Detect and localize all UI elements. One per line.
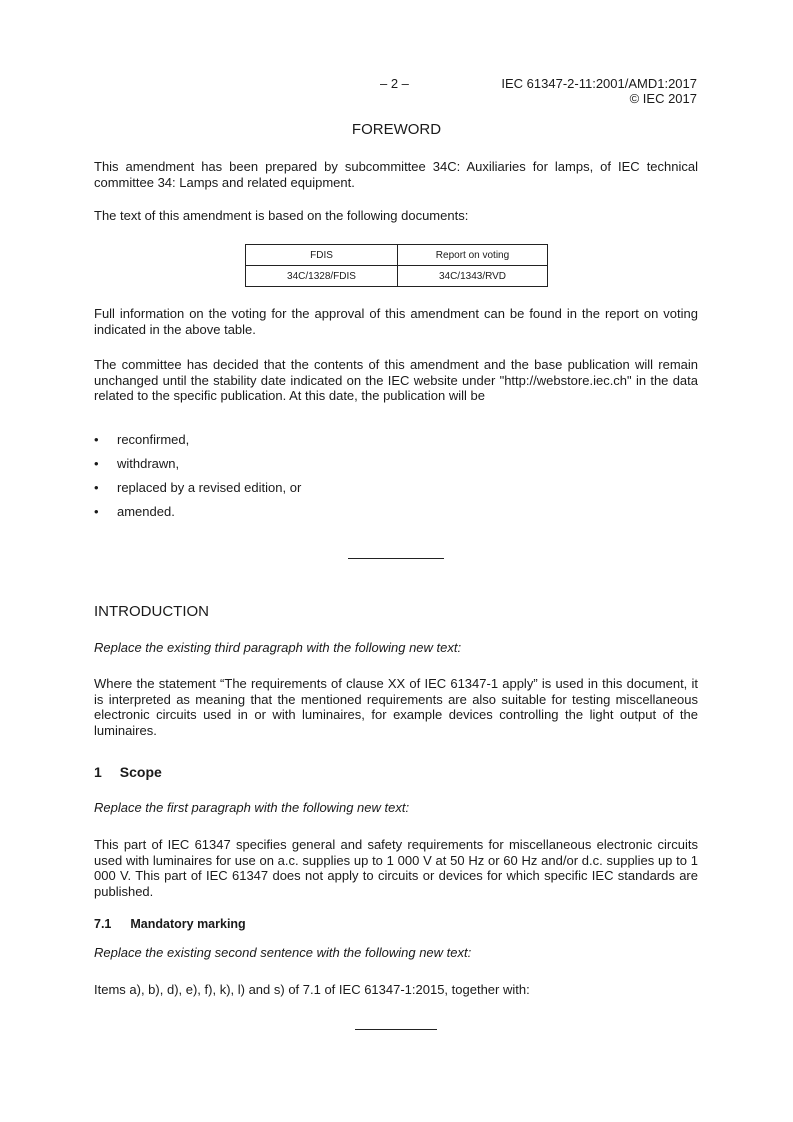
table-row [246, 266, 548, 287]
marking-heading [94, 917, 246, 931]
document-id: IEC 61347-2-11:2001/AMD1:2017 [501, 76, 697, 91]
bullet-icon: • [94, 504, 99, 519]
foreword-paragraph: The text of this amendment is based on the following documents: [94, 208, 469, 223]
scope-paragraph: This part of IEC 61347 specifies general and safety requirements for miscellaneous electronic circuits used with luminaires for use on a.c. supplies up to 1 000 V at 50 Hz or 60 Hz and/or d.c. supplies up to 1 000 V. This part of IEC 61347 does not apply to circuits or devices for which specific IEC standards are published. [94, 837, 698, 899]
foreword-title: FOREWORD [351, 121, 442, 138]
section-title: Scope [119, 764, 162, 780]
page-number: – 2 – [380, 76, 409, 91]
section-number: 1 [94, 764, 102, 780]
table-header-row [246, 245, 548, 266]
scope-heading [94, 764, 162, 780]
list-item: • reconfirmed, [94, 432, 190, 447]
table-cell: 34C/1328/FDIS [246, 266, 398, 287]
bullet-icon: • [94, 480, 99, 495]
section-number: 7.1 [94, 917, 112, 931]
documents-table [245, 244, 548, 287]
instruction-text: Replace the existing third paragraph with the following new text: [94, 640, 462, 655]
marking-paragraph: Items a), b), d), e), f), k), l) and s) of 7.1 of IEC 61347-1:2015, together with: [94, 982, 530, 997]
table-cell: 34C/1343/RVD [398, 266, 548, 287]
instruction-text: Replace the first paragraph with the following new text: [94, 800, 410, 815]
table-header: FDIS [246, 245, 398, 266]
section-divider [348, 558, 444, 559]
introduction-title: INTRODUCTION [94, 603, 209, 620]
foreword-paragraph: This amendment has been prepared by subcommittee 34C: Auxiliaries for lamps, of IEC technical committee 34: Lamps and related equipment. [94, 159, 698, 190]
section-divider [355, 1029, 437, 1030]
introduction-paragraph: Where the statement “The requirements of clause XX of IEC 61347-1 apply” is used in this document, it is interpreted as meaning that the mentioned requirements are also suitable for testing miscellaneous electronic circuits used in or with luminaires, for example devices controlling the light output of the luminaires. [94, 676, 698, 738]
list-item: • withdrawn, [94, 456, 180, 471]
foreword-paragraph: Full information on the voting for the approval of this amendment can be found in the report on voting indicated in the above table. [94, 306, 698, 337]
list-item: • amended. [94, 504, 175, 519]
bullet-icon: • [94, 432, 99, 447]
copyright: © IEC 2017 [629, 91, 697, 106]
section-title: Mandatory marking [130, 917, 246, 931]
list-item: • replaced by a revised edition, or [94, 480, 302, 495]
bullet-icon: • [94, 456, 99, 471]
foreword-paragraph: The committee has decided that the contents of this amendment and the base publication will remain unchanged until the stability date indicated on the IEC website under "http://webstore.iec.ch" in the data related to the specific publication. At this date, the publication will be [94, 357, 698, 403]
instruction-text: Replace the existing second sentence with the following new text: [94, 945, 472, 960]
table-header: Report on voting [398, 245, 548, 266]
